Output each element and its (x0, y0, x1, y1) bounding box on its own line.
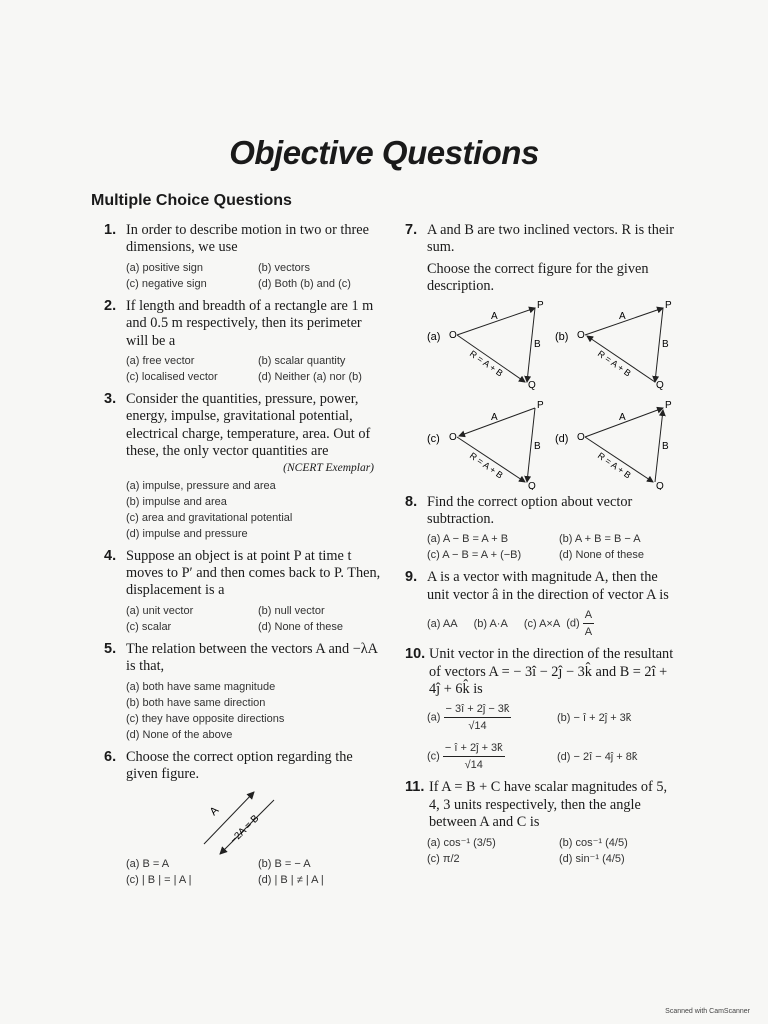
option-c[interactable]: (c) | B | = | A | (126, 873, 192, 886)
question-number: 7. (405, 222, 418, 238)
svg-text:A: A (491, 411, 498, 423)
svg-text:B: B (534, 338, 541, 350)
question-9 (405, 569, 675, 640)
options (427, 531, 675, 563)
option-a-label: (a) (427, 711, 441, 724)
option-d[interactable]: (d) impulse and pressure (126, 527, 248, 540)
question-number: 5. (104, 640, 117, 657)
question-subtext: Choose the correct figure for the given description. (427, 260, 649, 295)
question-number: 2. (104, 297, 117, 314)
svg-text:O: O (449, 329, 457, 341)
options (126, 260, 384, 292)
options (126, 679, 384, 743)
question-text: In order to describe motion in two or three dimensions, we use (126, 222, 369, 256)
option-a[interactable]: (a) free vector (126, 355, 195, 368)
svg-text:O: O (449, 431, 457, 443)
question-text: Suppose an object is at point P at time t moves to P′ and then comes back to P. Then, displacement is a (126, 547, 381, 599)
option-a[interactable]: (a) unit vector (126, 604, 194, 617)
question-2 (104, 298, 384, 385)
option-b[interactable]: (b) cos⁻¹ (4/5) (559, 836, 628, 849)
option-a[interactable]: (a) A − B = A + B (427, 533, 509, 546)
question-text: A is a vector with magnitude A, then the unit vector â in the direction of vector A is (427, 569, 669, 603)
svg-text:A: A (619, 310, 626, 322)
option-a[interactable]: (a) impulse, pressure and area (126, 479, 276, 492)
question-5 (104, 641, 384, 743)
question-number: 3. (104, 391, 117, 408)
figure-option-c[interactable] (427, 400, 544, 490)
denominator: A (584, 626, 593, 639)
question-text: If A = B + C have scalar magnitudes of 5, 4, 3 units respectively, then the angle between A and C is (429, 779, 668, 831)
option-c[interactable] (427, 740, 557, 773)
denominator: √14 (464, 759, 483, 772)
fraction (443, 740, 505, 773)
option-d[interactable]: (d) None of these (258, 620, 343, 633)
question-number: 6. (104, 748, 117, 765)
question-number: 11. (405, 779, 425, 796)
option-d[interactable]: (d) Both (b) and (c) (258, 277, 351, 290)
option-b[interactable]: (b) null vector (258, 604, 325, 617)
svg-text:Q: Q (656, 480, 664, 490)
question-text: Choose the correct option regarding the given figure. (126, 748, 353, 783)
question-10 (405, 646, 675, 773)
question-text: The relation between the vectors A and −λA is that, (126, 640, 378, 675)
option-c[interactable]: (c) A×A (523, 617, 561, 630)
svg-text:B: B (662, 440, 669, 452)
option-a[interactable]: (a) cos⁻¹ (3/5) (427, 836, 496, 849)
option-c[interactable]: (c) A − B = A + (−B) (427, 549, 522, 562)
question-text: Find the correct option about vector subtraction. (427, 493, 633, 528)
svg-text:P: P (537, 299, 544, 311)
svg-text:(d): (d) (555, 432, 569, 445)
option-d[interactable] (566, 607, 594, 640)
question-number: 4. (104, 547, 117, 564)
vector-a-arrow (204, 792, 254, 844)
right-column (405, 222, 675, 867)
question-11 (405, 779, 675, 866)
options (427, 835, 675, 867)
svg-text:R = A + B: R = A + B (595, 348, 633, 379)
numerator: A (583, 607, 594, 624)
svg-text:R = A + B: R = A + B (467, 450, 505, 481)
question-number: 10. (405, 646, 426, 663)
option-b[interactable]: (b) − î + 2ĵ + 3k̂ (557, 711, 632, 724)
option-b[interactable]: (b) impulse and area (126, 495, 227, 508)
question-text: If length and breadth of a rectangle are 1 m and 0.5 m respectively, then its perimeter will be a (126, 297, 374, 349)
section-heading: Multiple Choice Questions (91, 192, 292, 209)
option-a[interactable]: (a) AA (427, 617, 458, 630)
svg-text:Q: Q (528, 480, 536, 490)
svg-text:R = A + B: R = A + B (467, 348, 505, 379)
question-number: 8. (405, 493, 418, 510)
svg-text:P: P (537, 399, 544, 411)
option-d[interactable]: (d) sin⁻¹ (4/5) (559, 852, 625, 865)
svg-text:B: B (662, 338, 669, 350)
source-label: (NCERT Exemplar) (283, 461, 374, 474)
option-b[interactable]: (b) A + B = B − A (559, 533, 641, 546)
fraction (444, 701, 512, 734)
figure-option-b[interactable] (555, 300, 672, 391)
svg-text:Q: Q (528, 379, 536, 391)
option-c[interactable]: (c) area and gravitational potential (126, 511, 293, 524)
option-a[interactable] (427, 701, 557, 734)
option-c[interactable]: (c) they have opposite directions (126, 712, 285, 725)
option-c[interactable]: (c) localised vector (126, 371, 218, 384)
svg-text:(c): (c) (427, 432, 440, 445)
svg-text:P: P (665, 399, 672, 411)
options (427, 607, 675, 640)
option-b[interactable]: (b) scalar quantity (258, 355, 346, 368)
question-3 (104, 391, 384, 542)
triangle-figures (405, 300, 675, 490)
numerator: − 3î + 2ĵ − 3k̂ (444, 701, 512, 718)
svg-text:B: B (534, 440, 541, 452)
svg-text:O: O (577, 431, 585, 443)
options (126, 856, 384, 888)
option-d[interactable]: (d) None of these (559, 549, 644, 562)
option-b[interactable]: (b) both have same direction (126, 696, 266, 709)
svg-text:(a): (a) (427, 330, 441, 343)
svg-text:Q: Q (656, 379, 664, 391)
option-c[interactable]: (c) π/2 (427, 852, 460, 865)
figure-option-d[interactable] (555, 400, 672, 490)
left-column (104, 222, 384, 888)
option-b[interactable]: (b) vectors (258, 261, 310, 274)
options (126, 603, 384, 635)
option-c[interactable]: (c) negative sign (126, 277, 207, 290)
question-7 (405, 222, 675, 490)
option-d-label: (d) (566, 617, 580, 630)
options (126, 353, 384, 385)
svg-text:R = A + B: R = A + B (595, 450, 633, 481)
option-c-label: (c) (427, 750, 440, 763)
option-b[interactable]: (b) A·A (473, 617, 508, 630)
svg-text:P: P (665, 299, 672, 311)
option-d[interactable]: (d) Neither (a) nor (b) (258, 371, 362, 384)
option-a[interactable]: (a) positive sign (126, 261, 204, 274)
question-text: A and B are two inclined vectors. R is their sum. (427, 222, 674, 256)
question-text: Consider the quantities, pressure, power, energy, impulse, gravitational potential, electrical charge, temperature, area. Out of these, the only vector quantities are (126, 391, 371, 460)
question-number: 9. (405, 569, 418, 586)
scanner-watermark: Scanned with CamScanner (665, 1008, 750, 1015)
denominator: √14 (468, 720, 487, 733)
svg-text:A: A (491, 310, 498, 322)
fraction (583, 607, 594, 640)
option-a[interactable]: (a) B = A (126, 857, 170, 870)
label-b: −2A = B (228, 812, 262, 846)
parallel-vectors-figure (126, 786, 384, 856)
option-a[interactable]: (a) both have same magnitude (126, 680, 276, 693)
options (126, 478, 384, 542)
label-a: A (207, 803, 222, 818)
question-4 (104, 548, 384, 635)
option-d[interactable]: (d) None of the above (126, 728, 233, 741)
svg-text:A: A (619, 411, 626, 423)
question-6 (104, 749, 384, 888)
question-8 (405, 494, 675, 564)
question-text: Unit vector in the direction of the resultant of vectors A = − 3î − 2ĵ − 3k̂ and B = 2î + 4ĵ + 6k̂ is (429, 646, 674, 698)
figure-option-a[interactable] (427, 300, 544, 391)
numerator: − î + 2ĵ + 3k̂ (443, 740, 505, 757)
page-title: Objective Questions (229, 134, 539, 171)
svg-text:O: O (577, 329, 585, 341)
option-b[interactable]: (b) B = − A (258, 857, 311, 870)
option-d[interactable]: (d) − 2î − 4ĵ + 8k̂ (557, 750, 638, 763)
svg-text:(b): (b) (555, 330, 569, 343)
option-d[interactable]: (d) | B | ≠ | A | (258, 873, 324, 886)
question-1 (104, 222, 384, 292)
options (427, 701, 675, 773)
option-c[interactable]: (c) scalar (126, 620, 172, 633)
question-number: 1. (104, 222, 117, 238)
